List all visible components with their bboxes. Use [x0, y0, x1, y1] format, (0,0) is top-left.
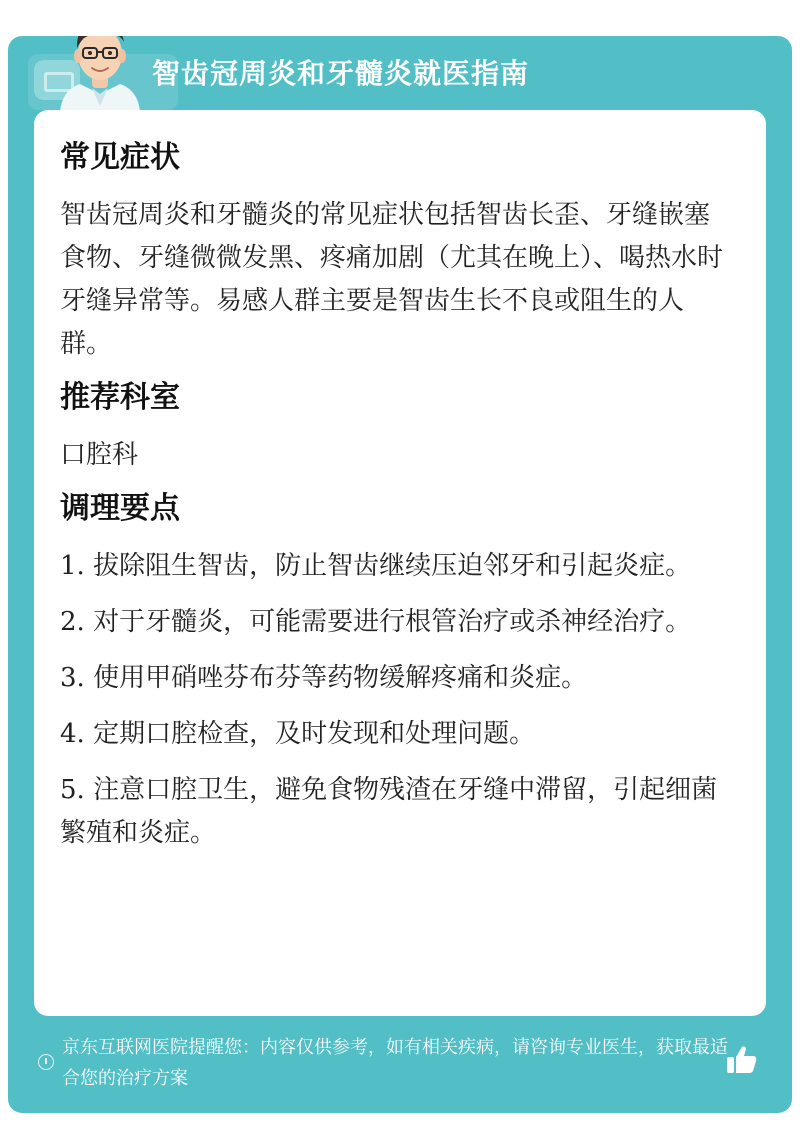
section-title-symptoms: 常见症状 — [60, 140, 180, 175]
content-card — [34, 110, 766, 1016]
list-item-text: 注意口腔卫生，避免食物残渣在牙缝中滞留，引起细菌繁殖和炎症。 — [60, 775, 718, 848]
list-item — [60, 657, 730, 700]
thumbs-up-icon[interactable] — [724, 1042, 760, 1078]
guide-frame — [8, 36, 792, 1113]
header — [8, 36, 792, 112]
content-body — [60, 138, 730, 868]
list-item — [60, 545, 730, 588]
department-text: 口腔科 — [60, 440, 139, 470]
list-item-text: 对于牙髓炎，可能需要进行根管治疗或杀神经治疗。 — [93, 607, 692, 637]
list-item-text: 使用甲硝唑芬布芬等药物缓解疼痛和炎症。 — [93, 663, 588, 693]
doctor-avatar-icon — [50, 36, 150, 112]
page-title: 智齿冠周炎和牙髓炎就医指南 — [152, 57, 530, 90]
list-item-number: 3. — [60, 663, 85, 693]
list-item-number: 1. — [60, 551, 85, 581]
list-item — [60, 601, 730, 644]
list-item-text: 定期口腔检查，及时发现和处理问题。 — [93, 719, 536, 749]
list-item — [60, 769, 730, 855]
footer — [8, 1026, 792, 1113]
symptoms-text: 智齿冠周炎和牙髓炎的常见症状包括智齿长歪、牙缝嵌塞食物、牙缝微微发黑、疼痛加剧（尤其在晚上）、喝热水时牙缝异常等。易感人群主要是智齿生长不良或阻生的人群。 — [60, 200, 724, 359]
list-item-number: 2. — [60, 607, 85, 637]
section-title-care: 调理要点 — [60, 491, 180, 526]
info-icon — [38, 1054, 54, 1070]
disclaimer-text: 京东互联网医院提醒您：内容仅供参考，如有相关疾病，请咨询专业医生，获取最适合您的治疗方案 — [62, 1037, 728, 1089]
list-item-number: 5. — [60, 775, 85, 805]
list-item — [60, 713, 730, 756]
list-item-number: 4. — [60, 719, 85, 749]
list-item-text: 拔除阻生智齿，防止智齿继续压迫邻牙和引起炎症。 — [93, 551, 692, 581]
section-title-department: 推荐科室 — [60, 380, 180, 415]
